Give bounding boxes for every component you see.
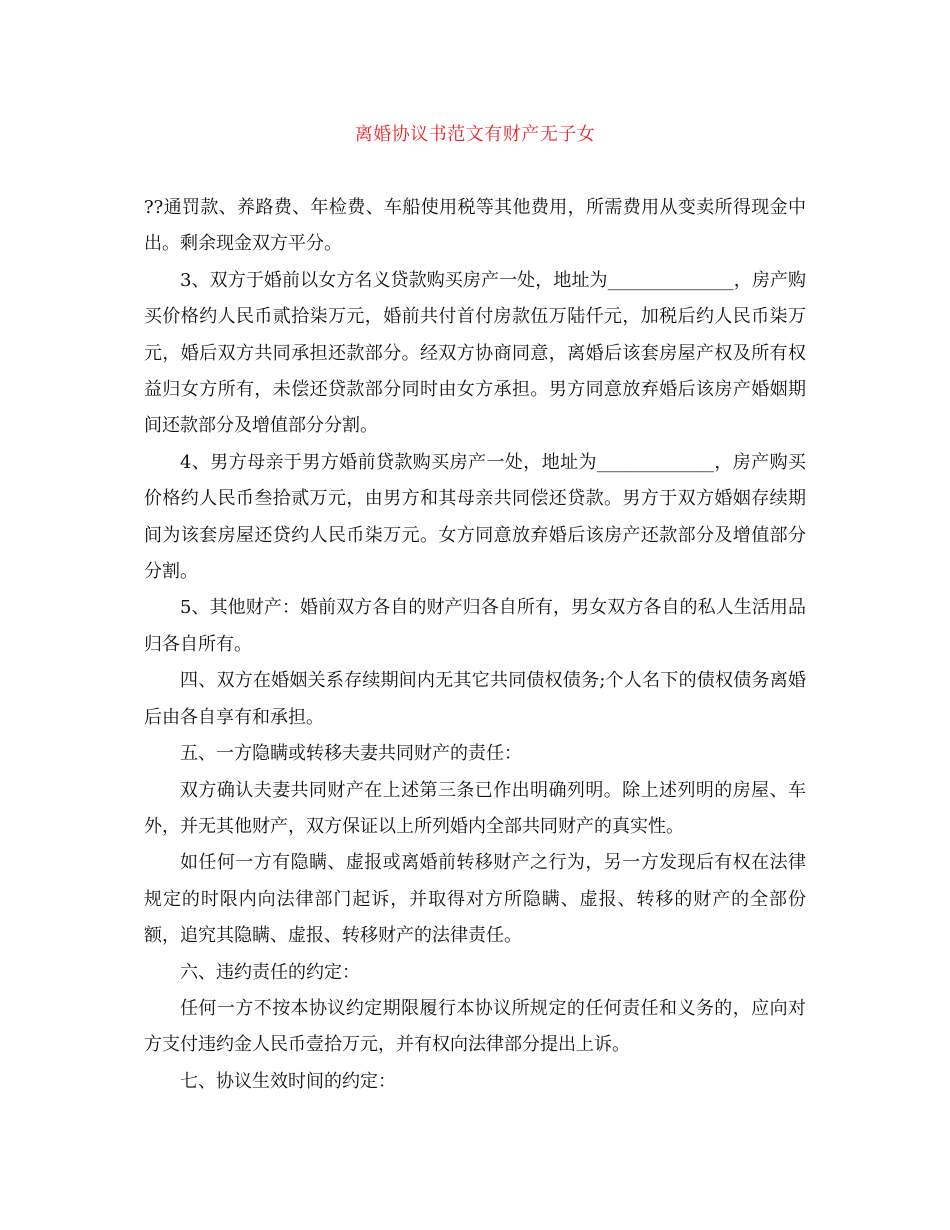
paragraph-section-6-heading: 六、违约责任的约定： (180, 961, 360, 983)
paragraph-section-7-heading: 七、协议生效时间的约定： (180, 1070, 396, 1092)
paragraph-section-5-heading: 五、一方隐瞒或转移夫妻共同财产的责任： (180, 743, 522, 765)
paragraph-section-4: 四、双方在婚姻关系存续期间内无其它共同债权债务;个人名下的债权债务离婚后由各自享有和承担。 (144, 670, 806, 728)
paragraph-clause-5: 5、其他财产：婚前双方各自的财产归各自所有，男女双方各自的私人生活用品归各自所有。 (144, 597, 806, 655)
paragraph-section-5-confirm: 双方确认夫妻共同财产在上述第三条已作出明确列明。除上述列明的房屋、车外，并无其他财产，双方保证以上所列婚内全部共同财产的真实性。 (144, 779, 806, 837)
paragraph-continuation: ??通罚款、养路费、年检费、车船使用税等其他费用，所需费用从变卖所得现金中出。剩余现金双方平分。 (144, 197, 806, 255)
document-title: 离婚协议书范文有财产无子女 (354, 124, 596, 145)
paragraph-clause-3: 3、双方于婚前以女方名义贷款购买房产一处，地址为______________，房产购买价格约人民币贰拾柒万元，婚前共付首付房款伍万陆仟元，加税后约人民币柒万元，婚后双方共同承担还款部分。经双方协商同意，离婚后该套房屋产权及所有权益归女方所有，未偿还贷款部分同时由女方承担。男方同意放弃婚后该房产婚姻期间还款部分及增值部分分割。 (144, 269, 806, 437)
paragraph-section-6-penalty: 任何一方不按本协议约定期限履行本协议所规定的任何责任和义务的，应向对方支付违约金人民币壹拾万元，并有权向法律部分提出上诉。 (144, 997, 806, 1056)
document-body (144, 190, 806, 1100)
paragraph-section-5-liability: 如任何一方有隐瞒、虚报或离婚前转移财产之行为，另一方发现后有权在法律规定的时限内向法律部门起诉，并取得对方所隐瞒、虚报、转移的财产的全部份额，追究其隐瞒、虚报、转移财产的法律责任。 (144, 852, 806, 947)
paragraph-clause-4: 4、男方母亲于男方婚前贷款购买房产一处，地址为_____________，房产购买价格约人民币叁拾贰万元，由男方和其母亲共同偿还贷款。男方于双方婚姻存续期间为该套房屋还贷约人民币柒万元。女方同意放弃婚后该房产还款部分及增值部分分割。 (144, 451, 806, 583)
